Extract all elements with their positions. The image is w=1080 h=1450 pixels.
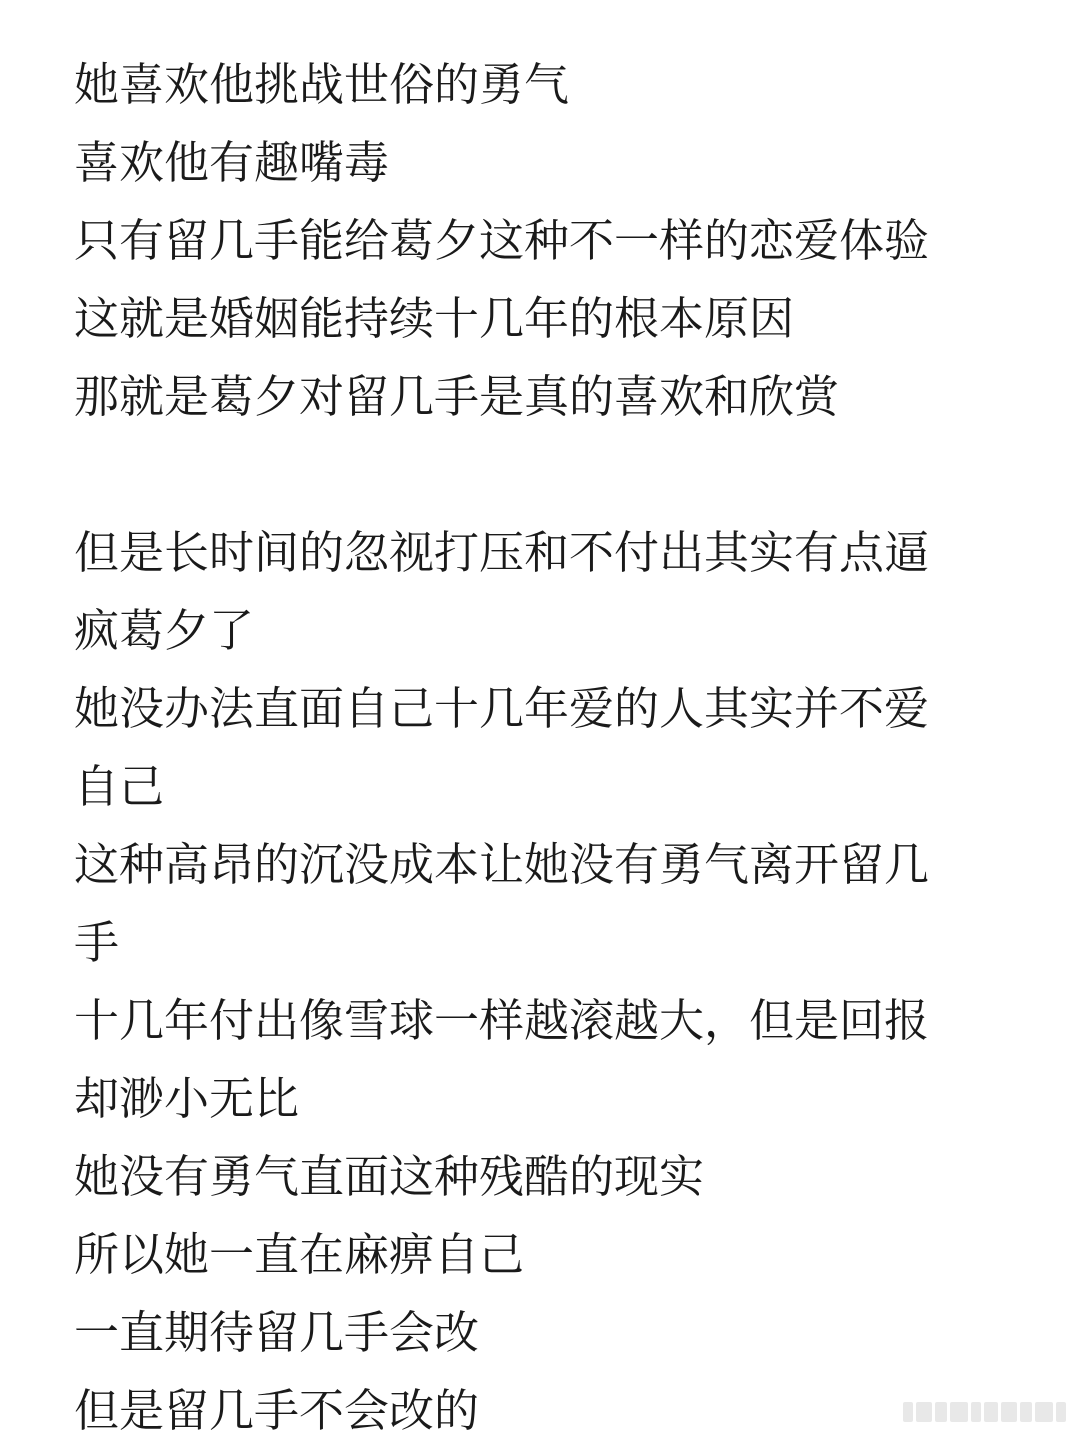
text-line: 她喜欢他挑战世俗的勇气 [74,58,570,111]
watermark-mark [984,1402,998,1422]
text-line: 她没办法直面自己十几年爱的人其实并不爱 [74,682,930,735]
text-line: 喜欢他有趣嘴毒 [74,136,390,189]
watermark-mark [1020,1402,1032,1422]
paragraph-2 [74,514,1014,1450]
text-line: 那就是葛夕对留几手是真的喜欢和欣赏 [74,370,840,423]
watermark-mark [935,1402,947,1422]
watermark-mark [916,1402,932,1422]
text-line: 只有留几手能给葛夕这种不一样的恋爱体验 [74,214,930,267]
watermark-mark [971,1402,981,1422]
watermark-mark [903,1402,913,1422]
paragraph-1 [74,46,1014,436]
watermark-mark [1001,1402,1017,1422]
watermark-mark [1035,1402,1053,1422]
text-line: 所以她一直在麻痹自己 [74,1228,525,1281]
text-line: 十几年付出像雪球一样越滚越大，但是回报 [74,994,930,1047]
text-line: 一直期待留几手会改 [74,1306,480,1359]
watermark [826,1398,1066,1426]
paragraph-gap [74,436,1014,514]
text-line: 自己 [74,760,165,813]
text-line: 她没有勇气直面这种残酷的现实 [74,1150,705,1203]
text-line: 疯葛夕了 [74,604,255,657]
watermark-mark [950,1402,968,1422]
text-line: 但是留几手不会改的 [74,1384,480,1437]
article-body [74,46,1014,1450]
watermark-mark [1056,1402,1066,1422]
text-line: 但是长时间的忽视打压和不付出其实有点逼 [74,526,930,579]
text-line: 手 [74,916,120,969]
text-line: 却渺小无比 [74,1072,300,1125]
text-line: 这种高昂的沉没成本让她没有勇气离开留几 [74,838,930,891]
text-line: 这就是婚姻能持续十几年的根本原因 [74,292,795,345]
